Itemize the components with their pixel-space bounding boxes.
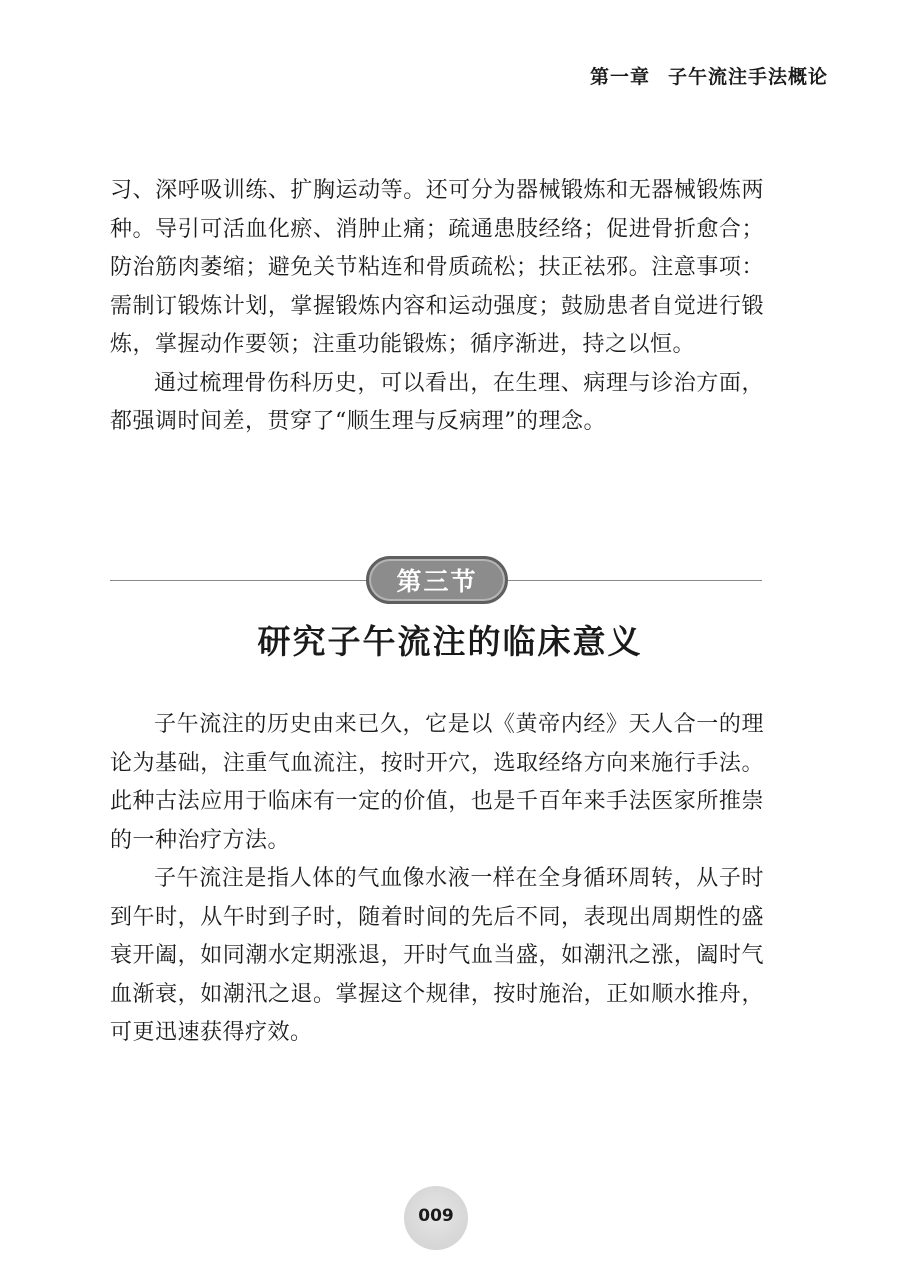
body-paragraph: 通过梳理骨伤科历史，可以看出，在生理、病理与诊治方面，都强调时间差，贯穿了“顺生理与反病理”的理念。 — [110, 370, 764, 434]
intro-text-block — [110, 172, 764, 442]
body-paragraph: 子午流注的历史由来已久，它是以《黄帝内经》天人合一的理论为基础，注重气血流注，按时开穴，选取经络方向来施行手法。此种古法应用于临床有一定的价值，也是千百年来手法医家所推崇的一种治疗方法。 — [110, 712, 764, 853]
body-paragraph: 习、深呼吸训练、扩胸运动等。还可分为器械锻炼和无器械锻炼两种。导引可活血化瘀、消肿止痛；疏通患肢经络；促进骨折愈合；防治筋肉萎缩；避免关节粘连和骨质疏松；扶正祛邪。注意事项：需制订锻炼计划，掌握锻炼内容和运动强度；鼓励患者自觉进行锻炼，掌握动作要领；注重功能锻炼；循序渐进，持之以恒。 — [110, 178, 764, 357]
section-badge — [366, 556, 508, 604]
chapter-title: 子午流注手法概论 — [667, 66, 828, 88]
section-title: 研究子午流注的临床意义 — [257, 622, 643, 661]
running-head — [590, 62, 828, 89]
chapter-number: 第一章 — [589, 66, 650, 88]
section-rule-left — [110, 580, 368, 581]
section-rule-right — [508, 580, 762, 581]
section-text-block — [110, 706, 764, 1053]
page-number: 009 — [418, 1206, 454, 1226]
body-paragraph: 子午流注是指人体的气血像水液一样在全身循环周转，从子时到午时，从午时到子时，随着时间的先后不同，表现出周期性的盛衰开阖，如同潮水定期涨退，开时气血当盛，如潮汛之涨，阖时气血渐衰，如潮汛之退。掌握这个规律，按时施治，正如顺水推舟，可更迅速获得疗效。 — [110, 866, 764, 1045]
section-label: 第三节 — [396, 567, 478, 596]
